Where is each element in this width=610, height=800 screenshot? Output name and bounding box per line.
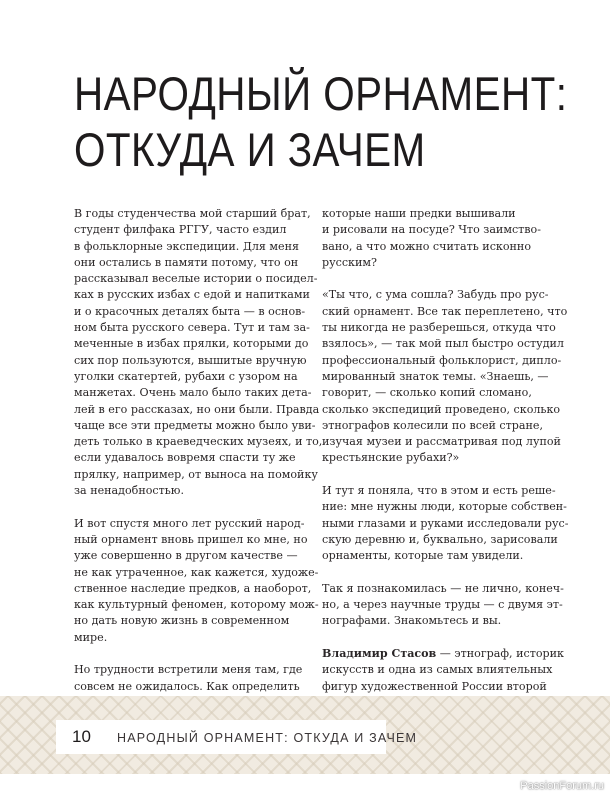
paragraph-line: чаще все эти предметы можно было уви- [74,418,316,432]
paragraph-line: и рисовали на посуде? Что заимство- [322,223,541,237]
paragraph-line: Так я познакомилась — не лично, конеч- [322,581,564,595]
right-column [322,206,569,744]
paragraph-line: орнаменты, которые там увидели. [322,549,524,563]
paragraph-line: ках в русских избах с едой и напитками [74,288,310,302]
paragraph-line: но дать новую жизнь в современном [74,614,290,628]
left-column [74,206,323,744]
paragraph-line: как культурный феномен, которому мож- [74,598,319,612]
paragraph [322,483,569,564]
paragraph-line: ственное наследие предков, а наоборот, [74,581,312,595]
paragraph-line: которые наши предки вышивали [322,207,516,220]
paragraph-line: рассказывал веселые истории о посидел- [74,272,318,286]
paragraph-line: мированный знаток темы. «Знаешь, — [322,369,549,383]
paragraph-line: профессиональный фольклорист, дипло- [322,353,562,367]
paragraph-line: В годы студенчества мой старший брат, [74,207,311,220]
running-title: НАРОДНЫЙ ОРНАМЕНТ: ОТКУДА И ЗАЧЕМ [117,731,418,745]
paragraph-line: манжетах. Очень мало было таких дета- [74,386,312,400]
paragraph-line: ный орнамент вновь пришел ко мне, но [74,532,308,546]
paragraph-line: русским? [322,255,377,269]
paragraph-line: мире. [74,630,108,644]
paragraph-line: Но трудности встретили меня там, где [74,663,303,677]
paragraph-line: нографами. Знакомьтесь и вы. [322,614,502,628]
paragraph-line: за ненадобностью. [74,484,184,498]
paragraph-line: уже совершенно в другом качестве — [74,549,298,563]
paragraph-line: лей в его рассказах, но они были. Правда [74,402,320,416]
person-name: Владимир Стасов [322,647,437,661]
paragraph-line: и о красочных деталях быта — в основ- [74,304,306,318]
paragraph-line: ты никогда не разберешься, откуда что [322,321,556,335]
page-title-line-1: НАРОДНЫЙ ОРНАМЕНТ: [74,67,568,120]
paragraph-line: говорит, — сколько копий сломано, [322,386,532,400]
paragraph [74,206,323,499]
page-number: 10 [72,727,91,746]
paragraph-line: «Ты что, с ума сошла? Забудь про рус- [322,288,549,302]
paragraph-line: совсем не ожидалось. Как определить [74,679,300,693]
paragraph-line: сколько экспедиций проведено, сколько [322,402,561,416]
paragraph-line: студент филфака РГГУ, часто ездил [74,223,287,237]
paragraph [322,581,564,630]
page-title-line-2: ОТКУДА И ЗАЧЕМ [74,123,426,176]
paragraph-line: меченные в избах прялки, которыми до [74,337,309,351]
paragraph-line: ние: мне нужны люди, которые собствен- [322,500,567,514]
paragraph-line: И вот спустя много лет русский народ- [74,516,305,530]
paragraph-line: если удавалось вовремя спасти ту же [74,451,296,465]
paragraph-line: в фольклорные экспедиции. Для меня [74,239,299,253]
paragraph [322,287,568,466]
paragraph-line: не как утраченное, как кажется, художе- [74,565,319,579]
paragraph-line: фигур художественной России второй [322,679,547,693]
paragraph-line: взялось», — так мой пыл быстро остудил [322,337,564,351]
paragraph-line-rest: — этнограф, историк [436,647,564,661]
paragraph-line: уголки скатертей, рубахи с узором на [74,369,298,383]
paragraph-line: ном быта русского севера. Тут и там за- [74,321,310,335]
paragraph-line: они остались в памяти потому, что он [74,255,299,269]
paragraph-line: искусств и одна из самых влиятельных [322,663,553,677]
paragraph-line: изучая музеи и рассматривая под лупой [322,435,561,449]
page-title [74,66,568,178]
paragraph-line: этнографов колесили по всей стране, [322,418,543,432]
paragraph-line: прялку, например, от выноса на помойку [74,467,318,481]
paragraph-line: И тут я поняла, что в этом и есть реше- [322,484,556,498]
paragraph-line: но, а через научные труды — с двумя эт- [322,598,563,612]
right-column-paragraphs [322,206,569,630]
paragraph-line: сих пор пользуются, вышитые вручную [74,353,307,367]
watermark: PassionForum.ru [520,780,604,792]
paragraph-line: скую деревню и, буквально, зарисовали [322,532,558,546]
paragraph [322,206,558,271]
paragraph-line: крестьянские рубахи?» [322,451,460,465]
paragraph-line: ными глазами и руками исследовали рус- [322,516,569,530]
paragraph [74,516,319,646]
paragraph-line: ский орнамент. Все так переплетено, что [322,304,568,318]
paragraph-line: вано, а что можно считать исконно [322,239,531,253]
paragraph-line [322,646,564,662]
paragraph-line: деть только в краеведческих музеях, и то, [74,435,323,449]
